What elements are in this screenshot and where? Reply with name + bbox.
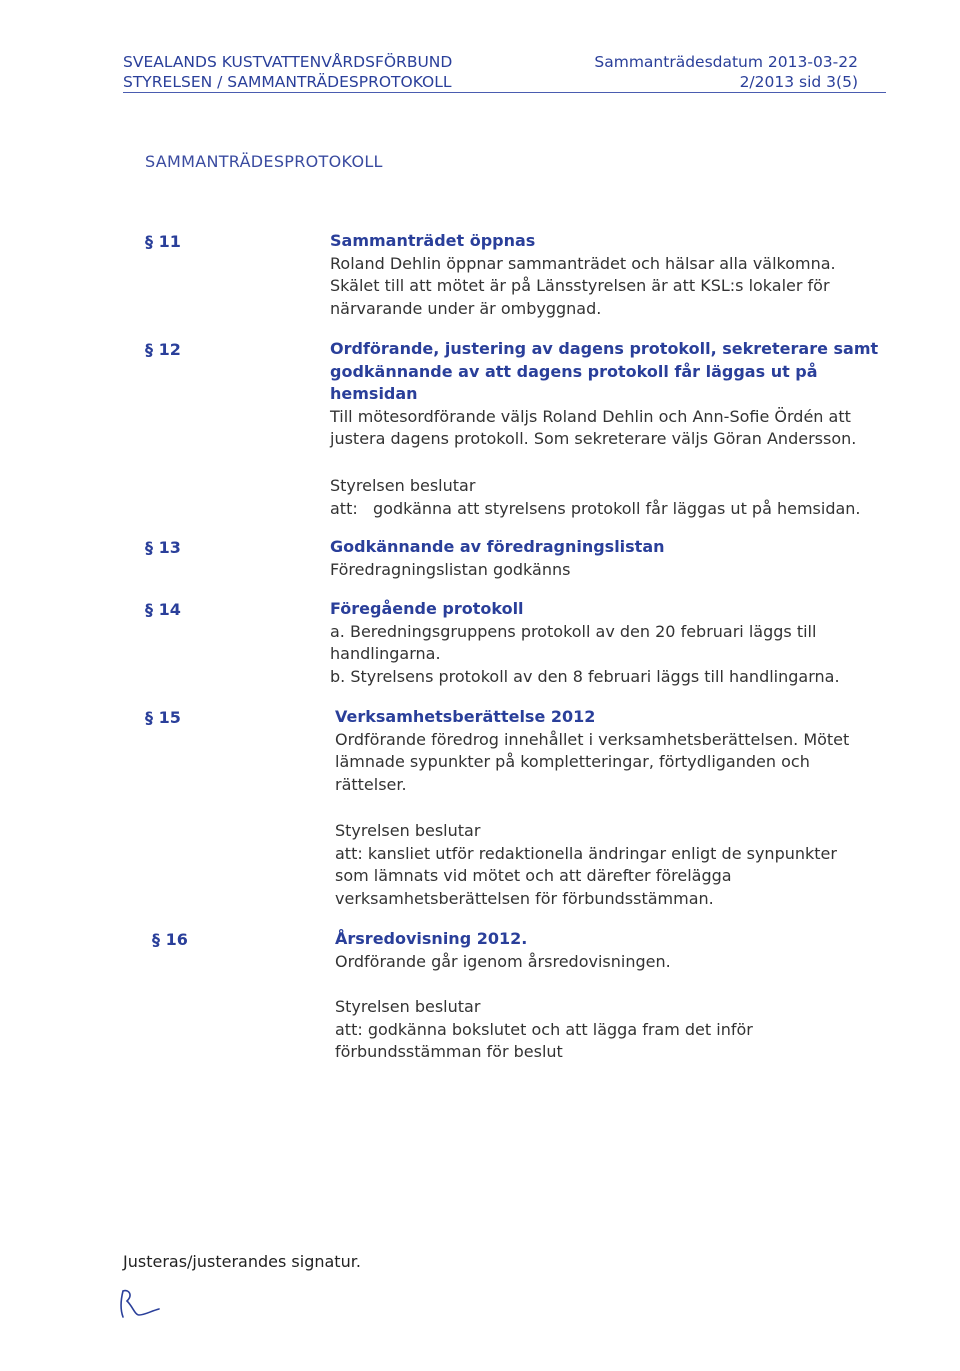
decision-15 — [335, 820, 837, 910]
paragraph-line: justera dagens protokoll. Som sekreterare väljs Göran Andersson. — [330, 429, 857, 448]
decision-12 — [330, 475, 861, 520]
decision-label: Styrelsen beslutar — [335, 997, 481, 1016]
paragraph-13 — [330, 536, 665, 581]
decision-label: Styrelsen beslutar — [335, 821, 481, 840]
paragraph-line: Skälet till att mötet är på Länsstyrelsen är att KSL:s lokaler för — [330, 276, 830, 295]
board-subtitle: STYRELSEN / SAMMANTRÄDESPROTOKOLL — [123, 73, 452, 91]
paragraph-line: b. Styrelsens protokoll av den 8 februari läggs till handlingarna. — [330, 666, 840, 686]
decision-line: verksamhetsberättelsen för förbundsstämman. — [335, 888, 714, 908]
decision-line: förbundsstämman för beslut — [335, 1042, 563, 1061]
paragraph-16 — [335, 928, 671, 973]
paragraph-title: Godkännande av föredragningslistan — [330, 537, 665, 556]
paragraph-11 — [330, 230, 836, 320]
handwritten-signature — [115, 1285, 175, 1329]
paragraph-title: Ordförande, justering av dagens protokoll, sekreterare samt — [330, 339, 879, 358]
paragraph-line: Till mötesordförande väljs Roland Dehlin och Ann-Sofie Ördén att — [330, 406, 851, 426]
paragraph-line: närvarande under är ombyggnad. — [330, 298, 602, 318]
paragraph-title: Årsredovisning 2012. — [335, 929, 528, 948]
paragraph-line: handlingarna. — [330, 644, 441, 663]
decision-line: att: godkänna bokslutet och att lägga fram det inför — [335, 1019, 753, 1039]
paragraph-number: § 14 — [145, 600, 181, 619]
paragraph-title: Verksamhetsberättelse 2012 — [335, 707, 596, 726]
paragraph-line: rättelser. — [335, 774, 407, 794]
paragraph-12 — [330, 338, 878, 451]
paragraph-title: godkännande av att dagens protokoll får läggas ut på — [330, 361, 818, 381]
paragraph-number: § 12 — [145, 340, 181, 359]
decision-label: Styrelsen beslutar — [330, 476, 476, 495]
paragraph-line: Ordförande går igenom årsredovisningen. — [335, 951, 671, 971]
paragraph-line: Föredragningslistan godkänns — [330, 559, 571, 579]
paragraph-title: Föregående protokoll — [330, 599, 524, 618]
paragraph-title: hemsidan — [330, 384, 418, 403]
paragraph-number: § 13 — [145, 538, 181, 557]
paragraph-line: lämnade sypunkter på kompletteringar, förtydliganden och — [335, 752, 810, 771]
meeting-date: Sammanträdesdatum 2013-03-22 — [594, 53, 858, 71]
org-name: SVEALANDS KUSTVATTENVÅRDSFÖRBUND — [123, 53, 453, 71]
document-title: SAMMANTRÄDESPROTOKOLL — [145, 152, 383, 171]
decision-line: som lämnats vid mötet och att därefter förelägga — [335, 866, 732, 885]
signature-label: Justeras/justerandes signatur. — [123, 1252, 361, 1271]
paragraph-title: Sammanträdet öppnas — [330, 231, 536, 250]
paragraph-line: a. Beredningsgruppens protokoll av den 20 februari läggs till — [330, 621, 817, 641]
paragraph-number: § 16 — [152, 930, 188, 949]
paragraph-number: § 15 — [145, 708, 181, 727]
decision-line: att: godkänna att styrelsens protokoll får läggas ut på hemsidan. — [330, 498, 861, 518]
paragraph-14 — [330, 598, 840, 688]
page-number: 2/2013 sid 3(5) — [739, 73, 858, 91]
header-divider — [123, 92, 886, 93]
decision-line: att: kansliet utför redaktionella ändringar enligt de synpunkter — [335, 843, 837, 863]
paragraph-15 — [335, 706, 849, 796]
paragraph-number: § 11 — [145, 232, 181, 251]
decision-16 — [335, 996, 753, 1064]
paragraph-line: Ordförande föredrog innehållet i verksamhetsberättelsen. Mötet — [335, 729, 850, 749]
paragraph-line: Roland Dehlin öppnar sammanträdet och hälsar alla välkomna. — [330, 253, 836, 273]
